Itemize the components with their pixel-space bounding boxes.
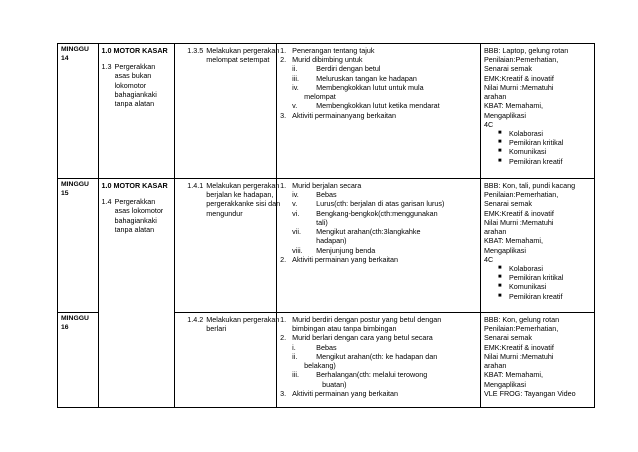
bullet-icon: ■: [497, 264, 502, 271]
activity-cell: 1. Murid berdiri dengan postur yang betul dengan bimbingan atau tanpa bimbingan 2. Murid berlari dengan cara yang betul secara i. Bebas ii. Mengikut arahan(cth: ke hadapan dan belakang) iii. Berhalangan(cth: melalui terowong buatan) 3. Aktiviti permainan yang berkaitan: [277, 313, 481, 408]
unit-cell: [98, 44, 175, 179]
learning-objective: 1.3.5 Melakukan pergerakan melompat setempat: [187, 46, 280, 65]
list-item: ■ Kolaborasi: [497, 263, 543, 273]
bullet-icon: ■: [497, 139, 502, 146]
list-item: ■ Pemikiran kritikal: [497, 273, 564, 283]
list-item: ■ Pemikiran kritikal: [497, 138, 564, 148]
objective-cell: [175, 179, 281, 313]
bullet-icon: ■: [497, 274, 502, 281]
list-item: ■ Pemikiran kreatif: [497, 291, 563, 301]
list-item: ■ Pemikiran kreatif: [497, 156, 563, 166]
list-item: ■ Komunikasi: [497, 282, 547, 292]
objective-cell: [175, 313, 280, 408]
week-label: MINGGU 15: [58, 179, 99, 313]
week-label: MINGGU 14: [58, 44, 99, 179]
bullet-icon: ■: [497, 157, 502, 164]
objective-cell: [175, 44, 280, 179]
bullet-icon: ■: [497, 129, 502, 136]
standard-content: 1.3 Pergerakkan asas bukan lokomotor bahagiankaki tanpa alatan: [101, 62, 157, 109]
bullet-icon: ■: [497, 283, 502, 290]
activity-cell: 1. Penerangan tentang tajuk 2. Murid dibimbing untuk ii. Berdiri dengan betul iii. Meluruskan tangan ke hadapan iv. Membengkokkan lutut untuk mula melompat v. Membengkokkan lutut ketika mendarat 3. Aktiviti permainanyang berkaitan: [277, 44, 481, 179]
lesson-plan-table: [57, 43, 595, 408]
list-item: ■ Komunikasi: [497, 147, 547, 157]
bullet-icon: ■: [497, 292, 502, 299]
learning-objective: 1.4.2 Melakukan pergerakan berlari: [187, 315, 280, 334]
unit-title: 1.0 MOTOR KASAR: [101, 181, 168, 190]
activity-cell: 1. Murid berjalan secara iv. Bebas v. Lurus(cth: berjalan di atas garisan lurus) vi. Bengkang-bengkok(cth:menggunakan tali) vii. Mengikut arahan(cth:3langkahke hadapan) viii. Menjunjung benda 2. Aktiviti permainan yang berkaitan: [277, 179, 481, 313]
table-row: [58, 44, 595, 179]
resource-cell: BBB: Laptop, gelung rotan Penilaian:Pemerhatian, Senarai semak EMK:Kreatif & inovatif Nilai Murni :Mematuhi arahan KBAT: Memahami, Mengaplikasi 4C ■ Kolaborasi ■ Pemikiran kritikal ■ Komunikasi ■ Pemikiran kreatif: [480, 44, 594, 179]
list-item: ■ Kolaborasi: [497, 128, 543, 138]
resource-cell: BBB: Kon, tali, pundi kacang Penilaian:Pemerhatian, Senarai semak EMK:Kreatif & inovatif Nilai Murni :Mematuhi arahan KBAT: Memahami, Mengaplikasi 4C ■ Kolaborasi ■ Pemikiran kritikal ■ Komunikasi ■ Pemikiran kreatif: [480, 179, 594, 313]
unit-cell: [98, 179, 175, 408]
unit-title: 1.0 MOTOR KASAR: [101, 46, 168, 55]
bullet-icon: ■: [497, 148, 502, 155]
learning-objective: 1.4.1 Melakukan pergerakan berjalan ke hadapan, pergerakkanke sisi dan mengundur: [187, 181, 281, 218]
week-label: MINGGU 16: [58, 313, 99, 408]
standard-content: 1.4 Pergerakkan asas lokomotor bahagiankaki tanpa alatan: [101, 197, 164, 234]
resource-cell: BBB: Kon, gelung rotan Penilaian:Pemerhatian, Senarai semak EMK:Kreatif & inovatif Nilai Murni :Mematuhi arahan KBAT: Memahami, Mengaplikasi VLE FROG: Tayangan Video: [480, 313, 594, 408]
table-row: [58, 179, 595, 313]
